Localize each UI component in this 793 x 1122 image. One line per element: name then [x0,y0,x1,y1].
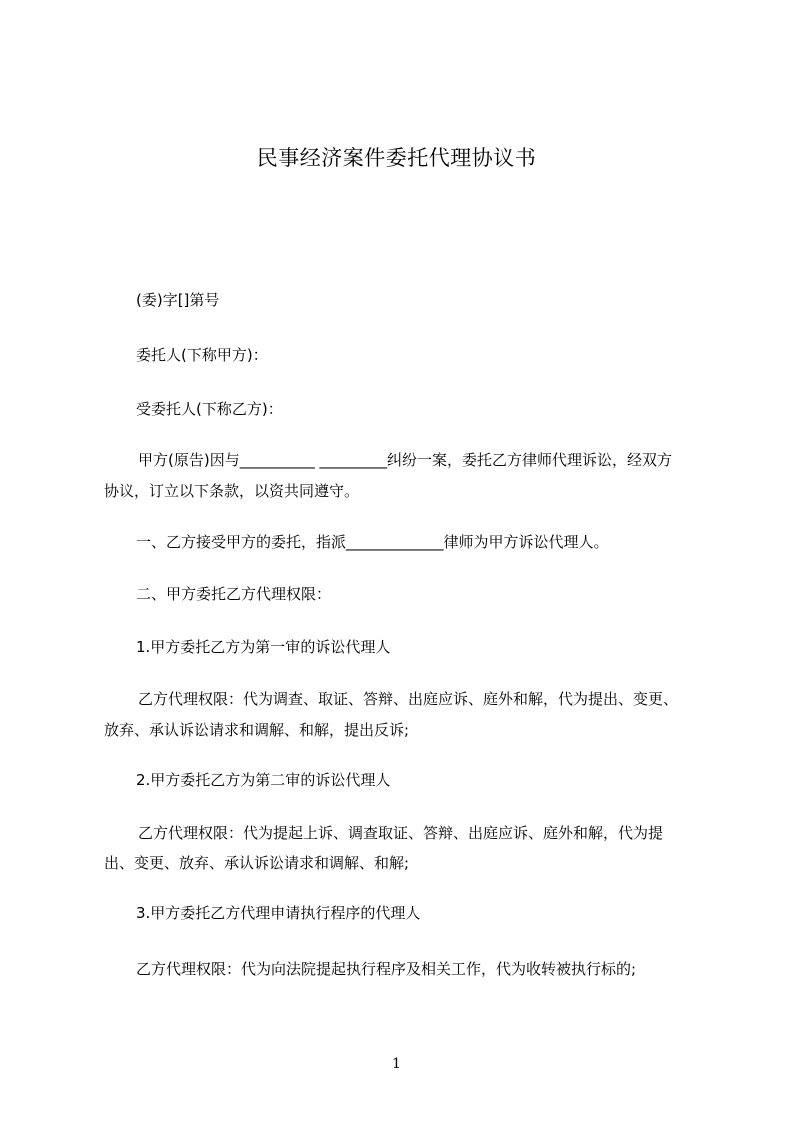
clause-1: 一、乙方接受甲方的委托，指派_____________律师为甲方诉讼代理人。 [136,533,609,551]
intro-paragraph-line2: 协议，订立以下条款，以资共同遵守。 [104,482,360,500]
item-3-line1: 乙方代理权限：代为向法院提起执行程序及相关工作，代为收转被执行标的; [136,960,637,978]
case-number: (委)字[]第号 [136,291,220,309]
item-2-line2: 出、变更、放弃、承认诉讼请求和调解、和解; [104,854,410,872]
client-line: 委托人(下称甲方)： [136,346,268,364]
item-1-line1: 乙方代理权限：代为调查、取证、答辩、出庭应诉、庭外和解，代为提出、变更、 [138,690,679,708]
item-3-heading: 3.甲方委托乙方代理申请执行程序的代理人 [136,904,421,922]
item-2-line1: 乙方代理权限：代为提起上诉、调查取证、答辩、出庭应诉、庭外和解，代为提 [138,824,664,842]
item-1-line2: 放弃、承认诉讼请求和调解、和解，提出反诉; [104,721,410,739]
item-1-heading: 1.甲方委托乙方为第一审的诉讼代理人 [136,638,391,656]
item-2-heading: 2.甲方委托乙方为第二审的诉讼代理人 [136,771,391,789]
agent-line: 受委托人(下称乙方)： [136,400,283,418]
intro-paragraph-line1: 甲方(原告)因与__________ _________纠纷一案，委托乙方律师代理诉讼，经双方 [138,451,672,469]
clause-2: 二、甲方委托乙方代理权限： [136,585,332,603]
page-number: 1 [392,1056,401,1072]
document-title: 民事经济案件委托代理协议书 [256,146,537,170]
